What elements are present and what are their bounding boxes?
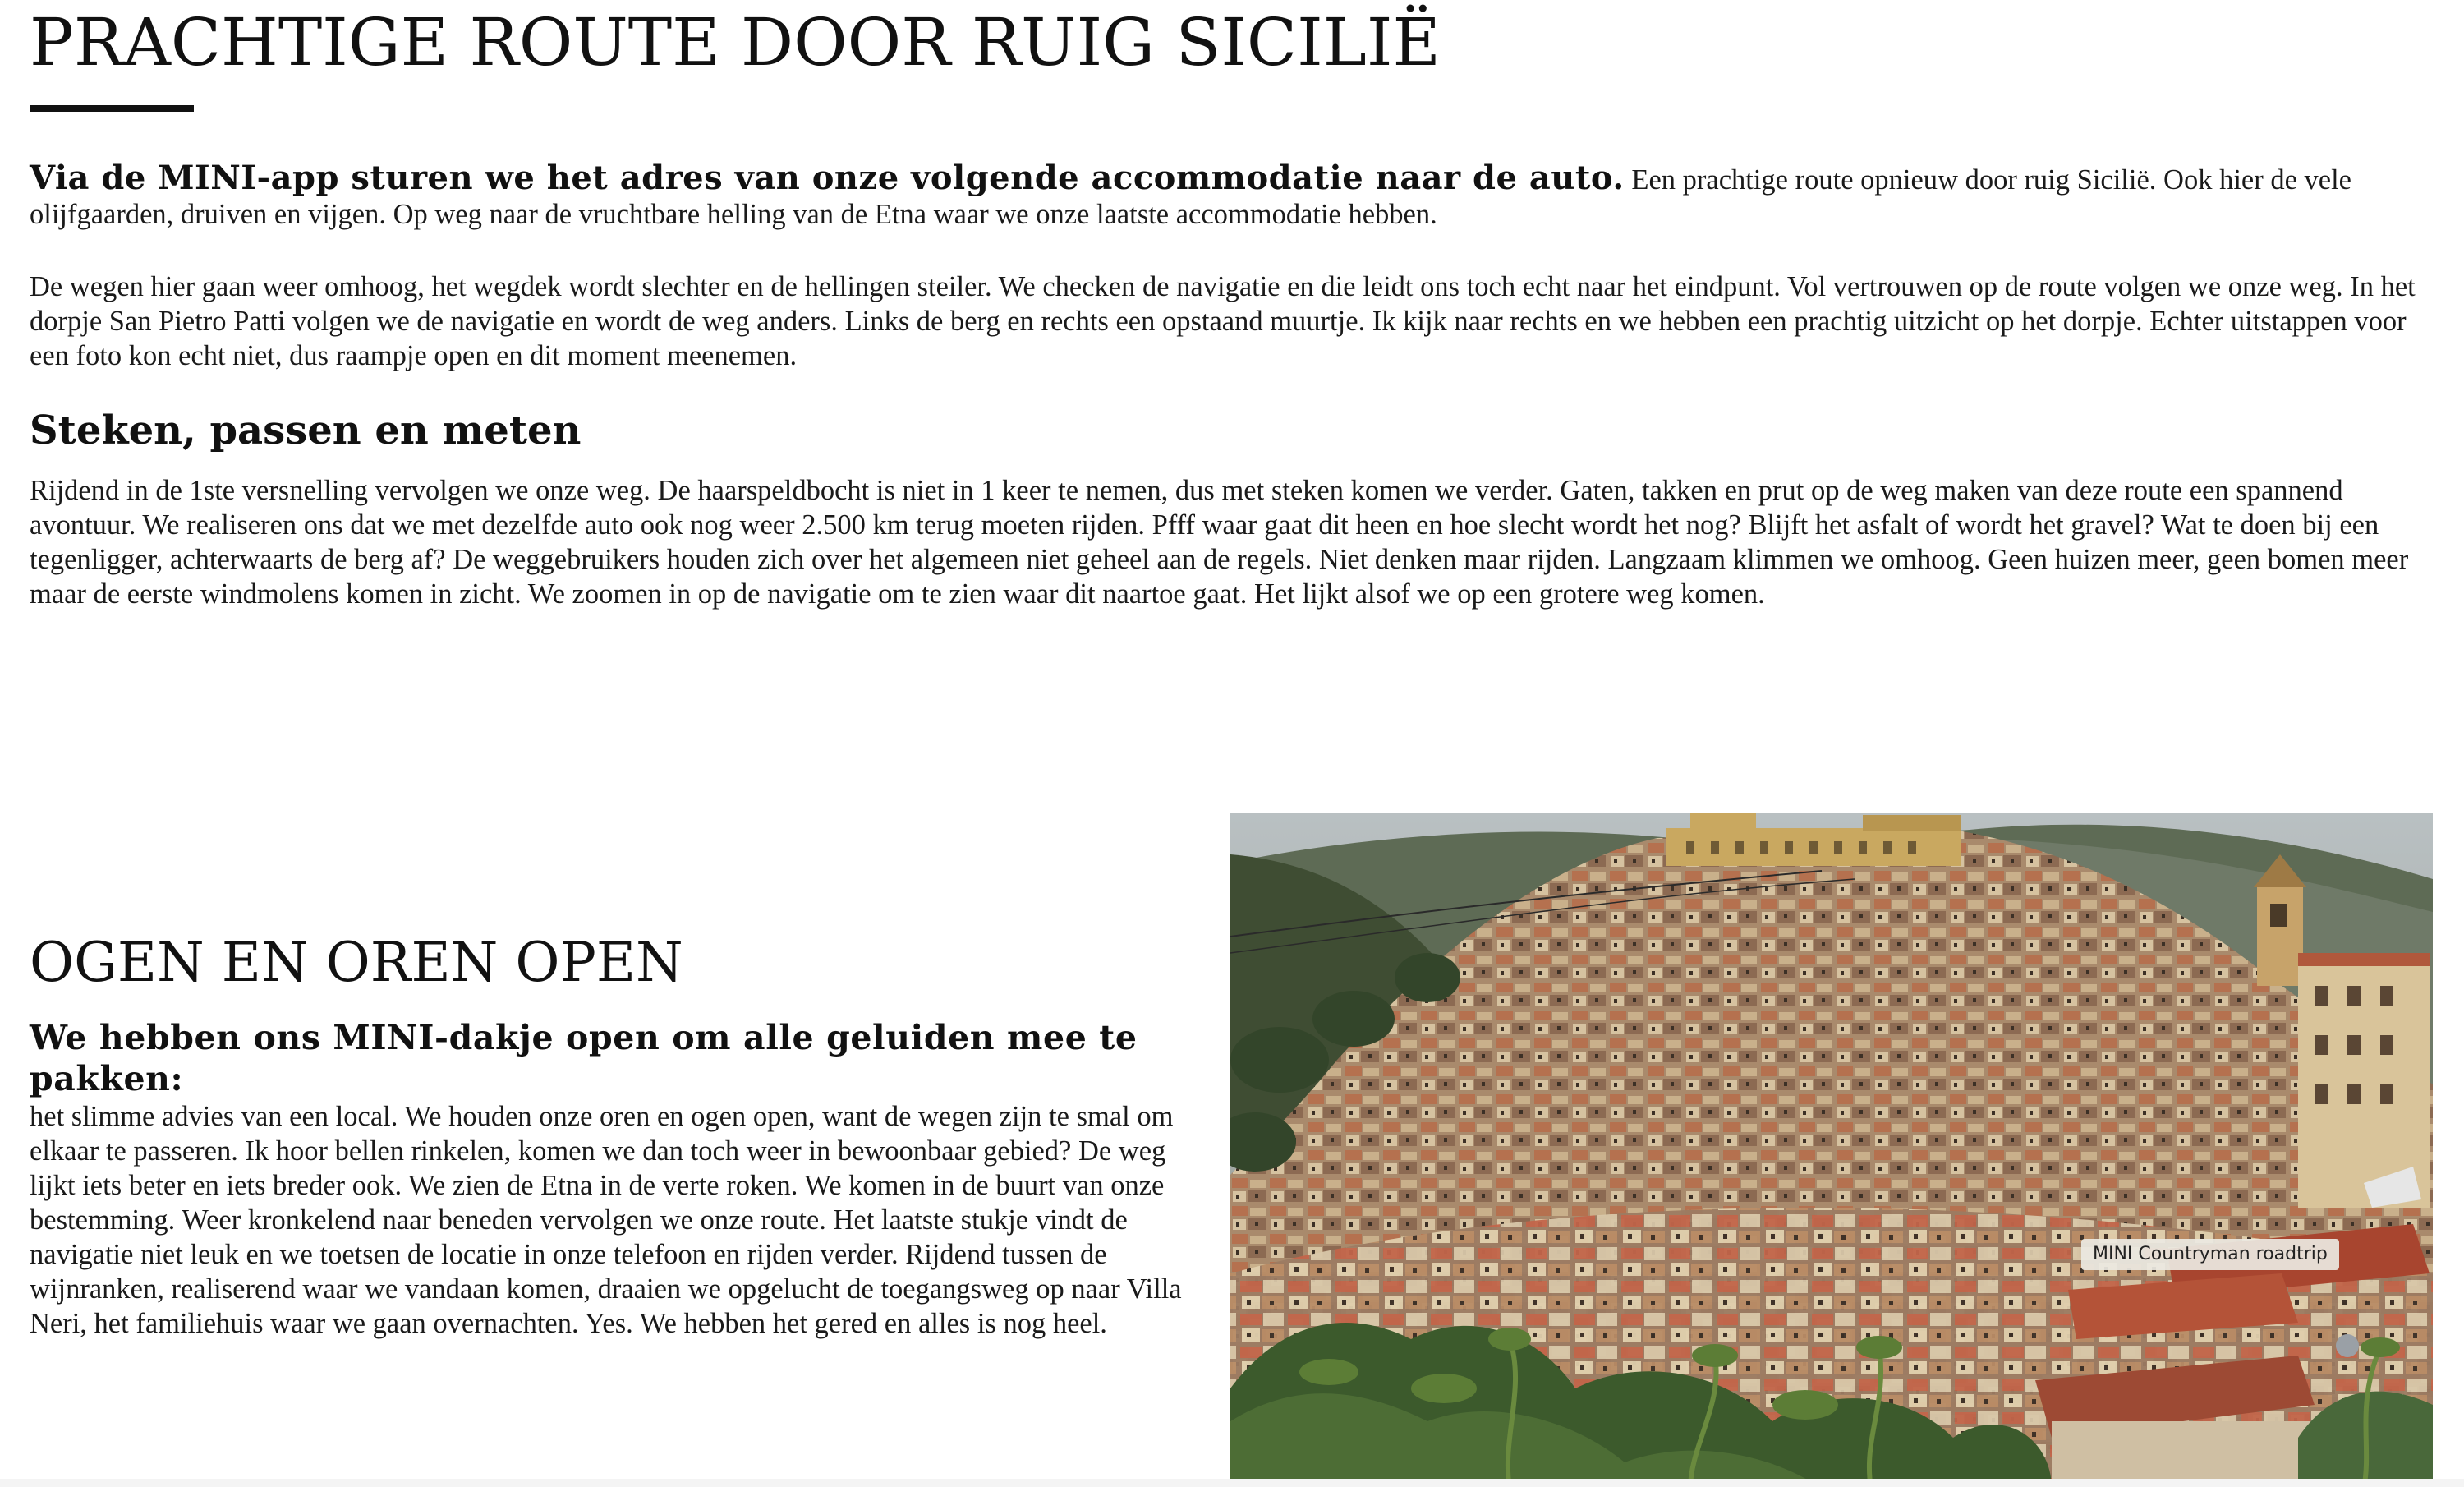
- article-title: PRACHTIGE ROUTE DOOR RUIG SICILIË: [30, 4, 1441, 81]
- paragraph-hairpin: Rijdend in de 1ste versnelling vervolgen we onze weg. De haarspeldbocht is niet in 1 keer te nemen, dus met steken komen we verder. Gaten, takken en prut op de weg maken van deze route een spannend avontuur. We realiseren ons dat we met dezelfde auto ook nog weer 2.500 km terug moeten rijden. Pfff waar gaat dit heen en hoe slecht wordt het nog? Blijft het asfalt of wordt het gravel? Wat te doen bij een tegenligger, achterwaarts de berg af? De weggebruikers houden zich over het algemeen niet geheel aan de regels. Niet denken maar rijden. Langzaam klimmen we omhoog. Geen huizen meer, geen bomen meer maar de eerste windmolens komen in zicht. We zoomen in op de navigatie om te zien waar dit naartoe gaat. Het lijkt alsof we op een grotere weg komen.: [30, 475, 2409, 610]
- photo-caption-badge: MINI Countryman roadtrip: [2081, 1239, 2339, 1270]
- intro-lead: Via de MINI-app sturen we het adres van onze volgende accommodatie naar de auto.: [30, 159, 1625, 197]
- section-title-ogen: OGEN EN OREN OPEN: [30, 931, 683, 994]
- footer-strip: [0, 1479, 2464, 1487]
- section-2-text: het slimme advies van een local. We houden onze oren en ogen open, want de wegen zijn te smal om elkaar te passeren. Ik hoor bellen rinkelen, komen we dan toch weer in bewoonbaar gebied? De weg lijkt iets beter en iets breder ook. We zien de Etna in de verte roken. We komen in de buurt van onze bestemming. Weer kronkelend naar beneden vervolgen we onze route. Het laatste stukje vindt de navigatie niet leuk en we toetsen de locatie in onze telefoon en rijden verder. Rijdend tussen de wijnranken, realiserend waar we vandaan komen, draaien we opgelucht de toegangsweg op naar Villa Neri, het familiehuis waar we gaan overnachten. Yes. We hebben het gered en alles is nog heel.: [30, 1101, 1182, 1339]
- section-2-lead: We hebben ons MINI-dakje open om alle geluiden mee te pakken:: [30, 1018, 1138, 1098]
- section-2-paragraph: [30, 1017, 1196, 1341]
- intro-paragraph: [30, 161, 2453, 232]
- intro-text: Een prachtige route opnieuw door ruig Sicilië. Ook hier de vele olijfgaarden, druiven en vijgen. Op weg naar de vruchtbare helling van de Etna waar we onze laatste accommodatie hebben.: [30, 164, 2351, 230]
- paragraph-roads: De wegen hier gaan weer omhoog, het wegdek wordt slechter en de hellingen steiler. We checken de navigatie en die leidt ons toch echt naar het eindpunt. Vol vertrouwen op de route volgen we onze weg. In het dorpje San Pietro Patti volgen we de navigatie en wordt de weg anders. Links de berg en rechts een opstaand muurtje. Ik kijk naar rechts en we hebben een prachtig uitzicht op het dorpje. Echter uitstappen voor een foto kon echt niet, dus raampje open en dit moment meenemen.: [30, 271, 2416, 371]
- hillside-village-photo: [1230, 813, 2433, 1487]
- village-illustration: [1230, 813, 2433, 1487]
- subheading-steken: Steken, passen en meten: [30, 407, 582, 453]
- title-underline-rule: [30, 105, 194, 112]
